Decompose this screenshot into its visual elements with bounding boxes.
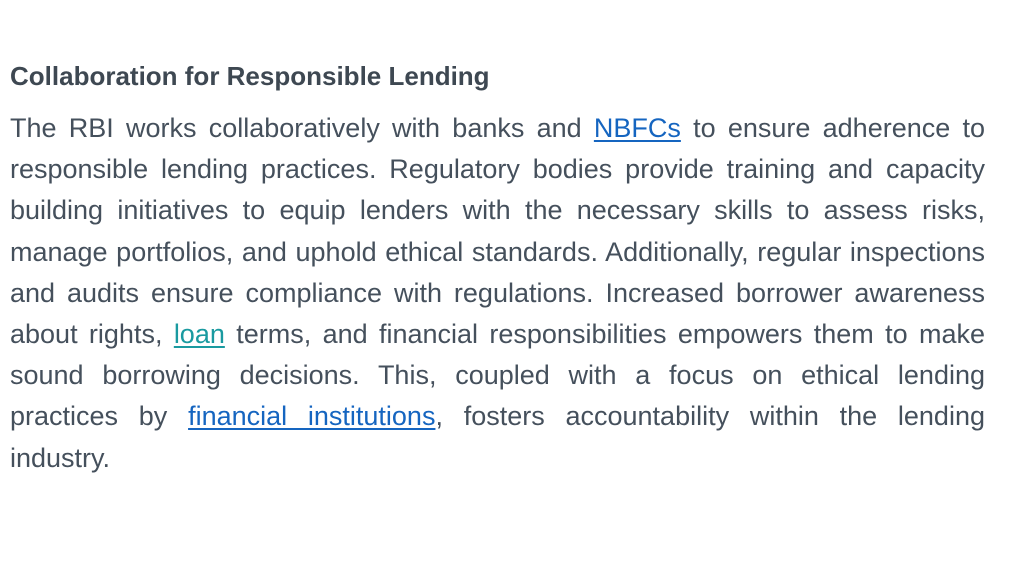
paragraph-text-2: to ensure adherence to responsible lending practices. Regulatory bodies provide training and capacity building initiatives to equip lenders with the necessary skills to assess risks, manage portfolios, and uphold ethical standards. Additionally, regular inspections and audits ensure compliance with regulations. Increased borrower awareness about rights, [10, 113, 986, 350]
paragraph-text-1: The RBI works collaboratively with banks and [10, 113, 594, 143]
financial-institutions-link[interactable]: financial institutions [188, 401, 436, 432]
body-paragraph [10, 108, 985, 479]
nbfcs-link[interactable]: NBFCs [593, 113, 681, 143]
loan-link[interactable]: loan [173, 319, 225, 350]
paragraph-text-3: terms, and financial responsibilities empowers them to make sound borrowing decisions. This, coupled with a focus on ethical lending practices by [10, 319, 986, 432]
section-heading: Collaboration for Responsible Lending [10, 61, 490, 91]
paragraph-text-4: , fosters accountability within the lending industry. [10, 401, 985, 473]
